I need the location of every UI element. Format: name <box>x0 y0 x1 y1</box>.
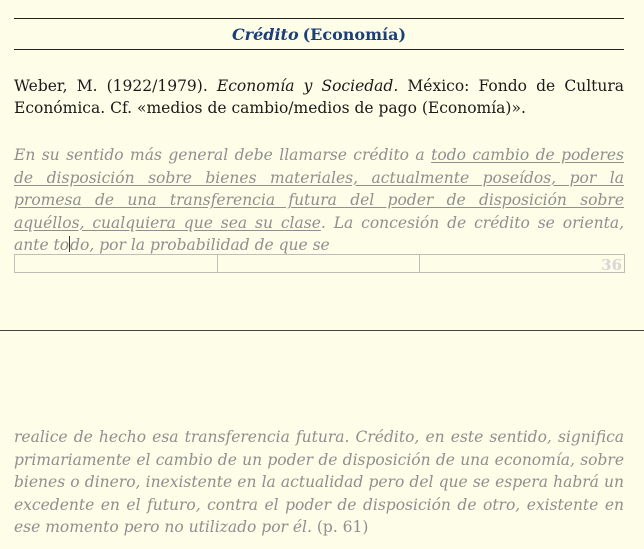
quote-paragraph <box>14 144 624 257</box>
reference-publisher: México: Fondo de Cultura Económica. <box>14 77 625 117</box>
entry-title <box>14 18 624 50</box>
entry-category: (Economía) <box>302 24 407 44</box>
quote-intro: En su sentido más general debe llamarse crédito a <box>14 146 432 164</box>
bibliographic-reference <box>14 75 624 119</box>
reference-cross-ref[interactable]: Cf. «medios de cambio/medios de pago (Economía)». <box>110 99 526 117</box>
quote-continuation-paragraph <box>14 426 624 539</box>
reference-book-title: Economía y Sociedad. <box>216 77 399 95</box>
page-footer <box>14 254 625 273</box>
page-number: 36 <box>601 256 623 274</box>
quote-continuation-b: do, por la probabilidad de que se <box>70 236 330 254</box>
page-break-line <box>0 330 644 331</box>
quote-underlined-definition: todo cambio de poderes de disposición sobre bienes materiales, actualmente poseídos, por la promesa de una transferencia futura del poder de disposición sobre aquéllos, cualquiera que sea su clase <box>14 146 624 232</box>
entry-term: Crédito <box>231 24 299 44</box>
quote-page-ref: (p. 61) <box>316 518 369 536</box>
reference-author-year: Weber, M. (1922/1979). <box>14 77 208 95</box>
quote-continuation-a: . La concesión de crédito se orienta, ante to <box>14 213 624 254</box>
footer-cell-left <box>15 255 218 272</box>
footer-cell-middle <box>218 255 421 272</box>
quote-after-break: realice de hecho esa transferencia futura. Crédito, en este sentido, significa primariamente el cambio de un poder de disposición de una economía, sobre bienes o dinero, inexistente en la actualidad pero del que se espera habrá un excedente en el futuro, contra el poder de disposición de otro, existente en ese momento pero no utilizado por él. <box>14 428 624 536</box>
